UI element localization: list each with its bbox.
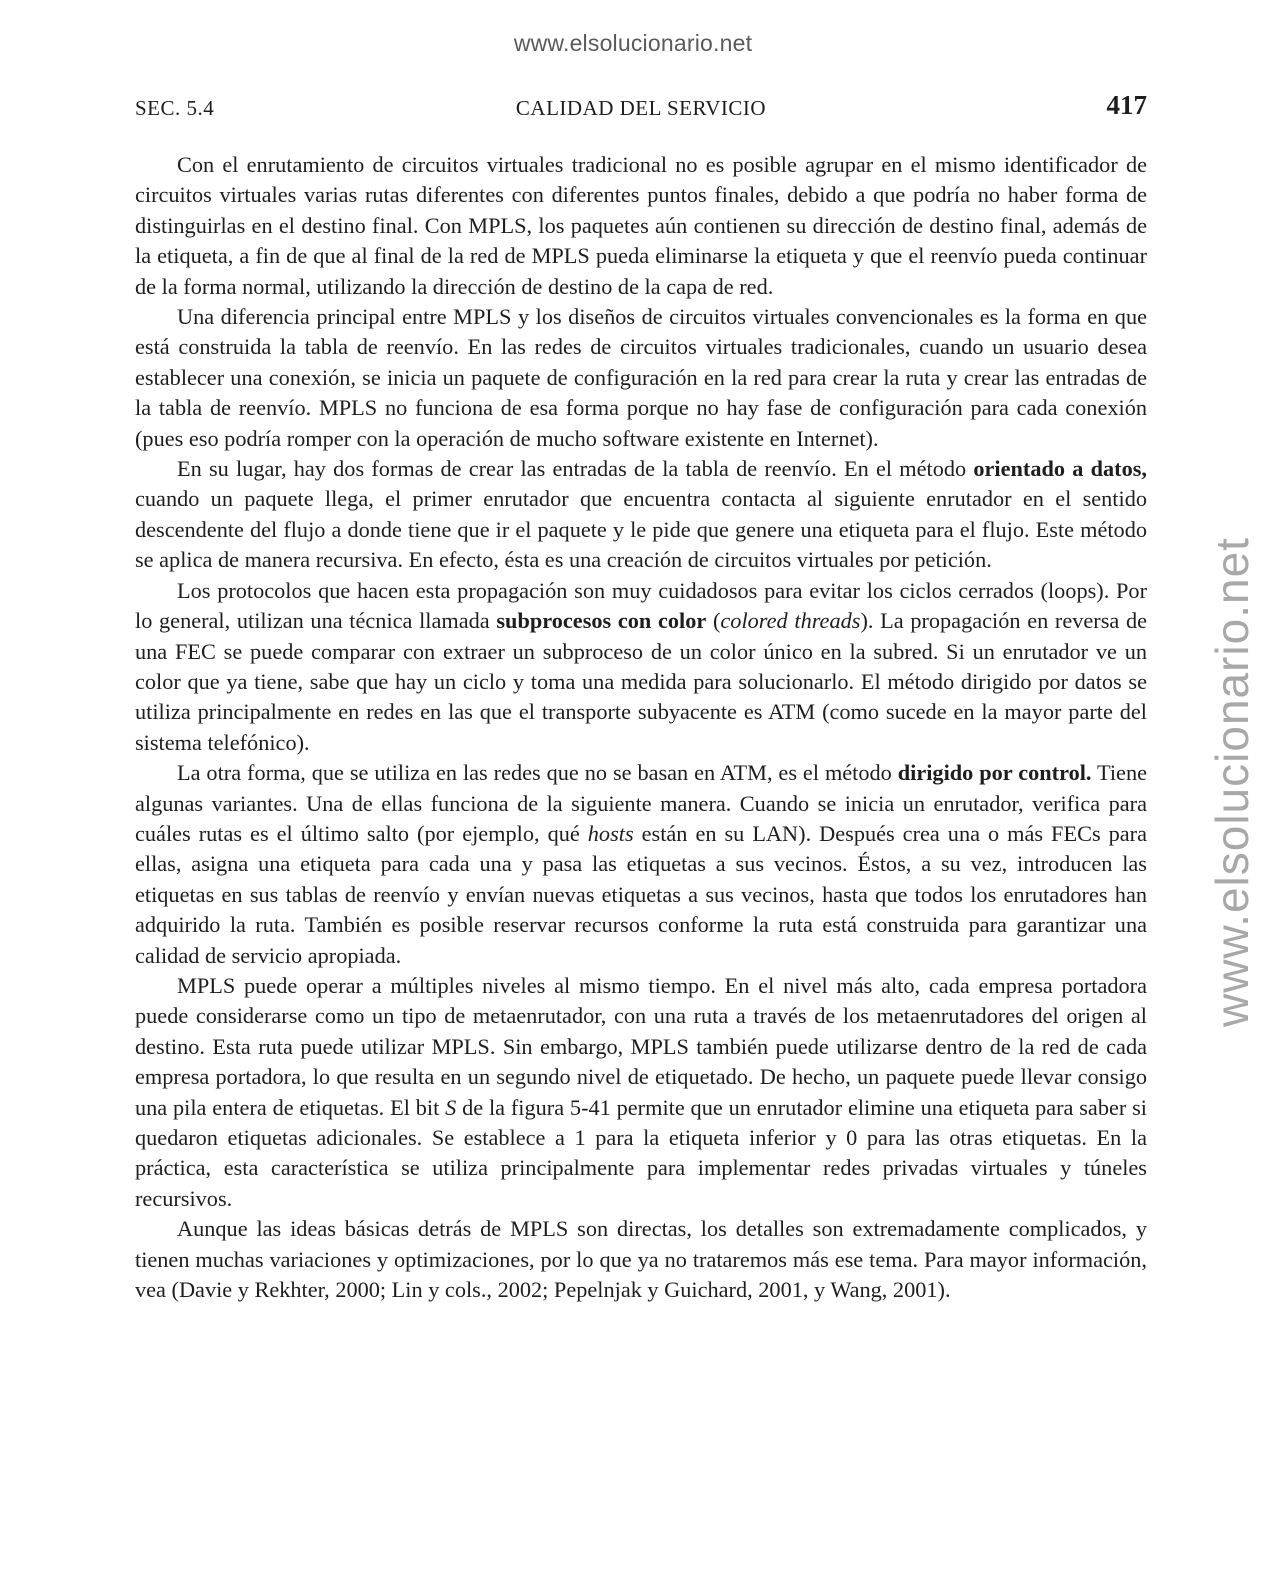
term-colored-threads-english: colored threads xyxy=(720,608,861,634)
paragraph-5-text-c: Tiene algunas variantes. Una de ellas funciona de la siguiente manera. Cuando se inicia un enrutador, verifica para cuáles rutas es el último salto (por ejemplo, qué xyxy=(135,760,1147,846)
paragraph-4-text-e: ). La propagación en reversa de una FEC se puede comparar con extraer un subproceso de un color único en la subred. Si un enrutador ve un color que ya tiene, sabe que hay un ciclo y toma una medida para solucionarlo. El método dirigido por datos se utiliza principalmente en redes en las que el transporte subyacente es ATM (como sucede en la mayor parte del sistema telefónico). xyxy=(135,608,1148,755)
term-data-driven: orientado a datos, xyxy=(973,456,1147,482)
watermark-top: www.elsolucionario.net xyxy=(513,30,753,56)
paragraph-4-text-c: ( xyxy=(706,608,721,634)
paragraph-4 xyxy=(135,576,1147,758)
paragraph-1: Con el enrutamiento de circuitos virtuales tradicional no es posible agrupar en el mismo identificador de circuitos virtuales varias rutas diferentes con diferentes puntos finales, debido a que podría no haber forma de distinguirlas en el destino final. Con MPLS, los paquetes aún contienen su dirección de destino final, además de la etiqueta, a fin de que al final de la red de MPLS pueda eliminarse la etiqueta y que el reenvío pueda continuar de la forma normal, utilizando la dirección de destino de la capa de red. xyxy=(135,152,1147,299)
paragraph-5-text-e: están en su LAN). Después crea una o más FECs para ellas, asigna una etiqueta para cada una y pasa las etiquetas a sus vecinos. Éstos, a su vez, introducen las etiquetas en sus tablas de reenvío y envían nuevas etiquetas a sus vecinos, hasta que todos los enrutadores han adquirido la ruta. También es posible reservar recursos conforme la ruta está construida para garantizar una calidad de servicio apropiada. xyxy=(135,820,1147,968)
paragraph-6-text-c: de la figura 5-41 permite que un enrutador elimine una etiqueta para saber si quedaron etiquetas adicionales. Se establece a 1 para la etiqueta inferior y 0 para las otras etiquetas. En la práctica, esta característica se utiliza principalmente para implementar redes privadas virtuales y túneles recursivos. xyxy=(135,1094,1147,1211)
term-control-driven: dirigido por control. xyxy=(897,760,1092,786)
paragraph-7: Aunque las ideas básicas detrás de MPLS son directas, los detalles son extremadamente complicados, y tienen muchas variaciones y optimizaciones, por lo que ya no trataremos más ese tema. Para mayor información, vea (Davie y Rekhter, 2000; Lin y cols., 2002; Pepelnjak y Guichard, 2001, y Wang, 2001). xyxy=(135,1216,1147,1303)
page-number: 417 xyxy=(1106,90,1147,120)
paragraph-3-text-c: cuando un paquete llega, el primer enrutador que encuentra contacta al siguiente enrutador en el sentido descendente del flujo a donde tiene que ir el paquete y le pide que genere una etiqueta para el flujo. Este método se aplica de manera recursiva. En efecto, ésta es una creación de circuitos virtuales por petición. xyxy=(135,486,1147,573)
section-title: CALIDAD DEL SERVICIO xyxy=(515,96,767,120)
paragraph-5 xyxy=(135,758,1147,971)
paragraph-5-text-a: La otra forma, que se utiliza en las redes que no se basan en ATM, es el método xyxy=(177,760,898,786)
paragraph-2: Una diferencia principal entre MPLS y los diseños de circuitos virtuales convencionales es la forma en que está construida la tabla de reenvío. En las redes de circuitos virtuales tradicionales, cuando un usuario desea establecer una conexión, se inicia un paquete de configuración en la red para crear la ruta y crear las entradas de la tabla de reenvío. MPLS no funciona de esa forma porque no hay fase de configuración para cada conexión (pues eso podría romper con la operación de mucho software existente en Internet). xyxy=(135,304,1147,451)
running-head xyxy=(135,90,1147,126)
paragraph-3 xyxy=(135,454,1147,576)
term-hosts: hosts xyxy=(587,820,634,846)
paragraph-3-text-a: En su lugar, hay dos formas de crear las entradas de la tabla de reenvío. En el método xyxy=(177,456,974,482)
paragraph-6 xyxy=(135,971,1147,1214)
term-colored-threads: subprocesos con color xyxy=(496,608,707,634)
term-bit-s: S xyxy=(445,1094,457,1120)
section-number: SEC. 5.4 xyxy=(135,96,215,120)
watermark-side-text: www.elsolucionario.net xyxy=(1206,537,1258,1027)
paragraph-4-text-a: Los protocolos que hacen esta propagación son muy cuidadosos para evitar los ciclos cerrados (loops). Por lo general, utilizan una técnica llamada xyxy=(135,577,1147,634)
body-text xyxy=(135,150,1147,1305)
paragraph-6-text-a: MPLS puede operar a múltiples niveles al mismo tiempo. En el nivel más alto, cada empresa portadora puede considerarse como un tipo de metaenrutador, con una ruta a través de los metaenrutadores del origen al destino. Esta ruta puede utilizar MPLS. Sin embargo, MPLS también puede utilizarse dentro de la red de cada empresa portadora, lo que resulta en un segundo nivel de etiquetado. De hecho, un paquete puede llevar consigo una pila entera de etiquetas. El bit xyxy=(135,972,1147,1120)
